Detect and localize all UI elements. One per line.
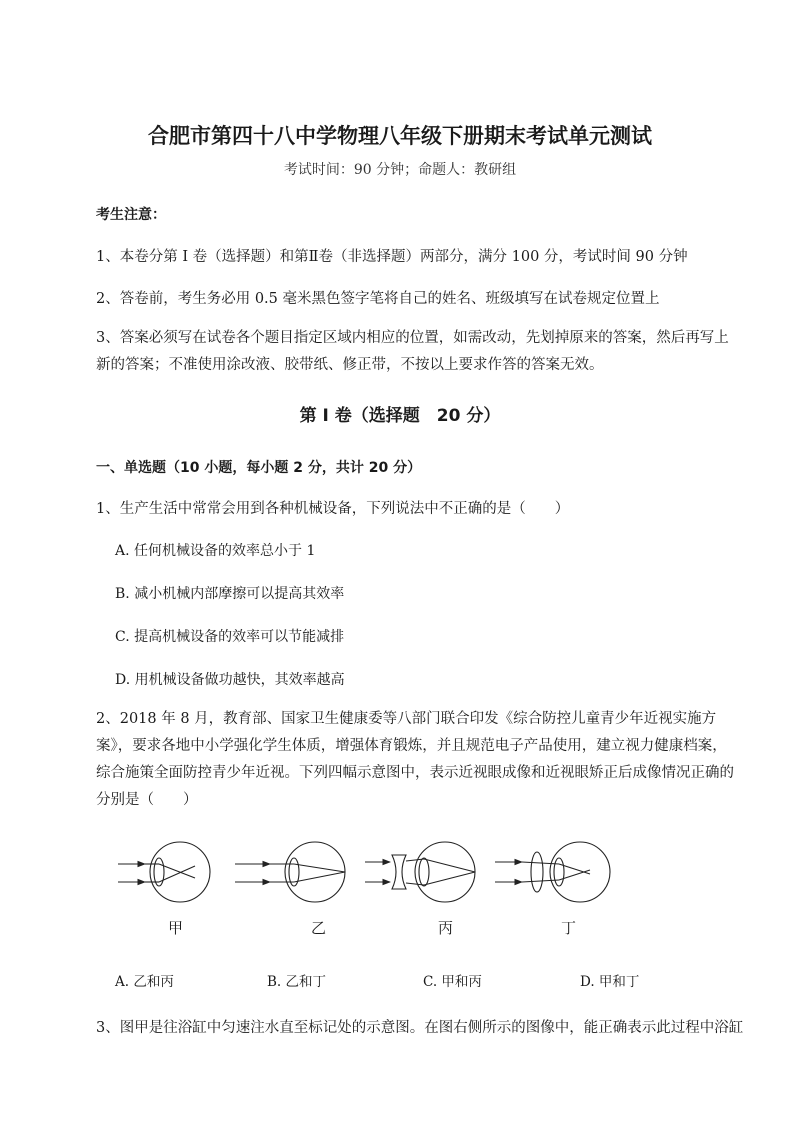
- eye-diagram-ding: [495, 842, 610, 902]
- question-1-option-a: A. 任何机械设备的效率总小于 1: [115, 543, 316, 559]
- notice-item-2: 2、答卷前，考生务必用 0.5 毫米黑色签字笔将自己的姓名、班级填写在试卷规定位置上: [96, 291, 660, 307]
- question-1-stem: 1、生产生活中常常会用到各种机械设备，下列说法中不正确的是（ ）: [96, 501, 570, 517]
- eye-diagram-jia: [118, 842, 210, 902]
- question-1-option-b: B. 减小机械内部摩擦可以提高其效率: [115, 586, 345, 602]
- eye-diagrams-figure: [110, 838, 620, 908]
- question-3-stem: 3、图甲是往浴缸中匀速注水直至标记处的示意图。在图右侧所示的图像中，能正确表示此过程中浴缸: [96, 1020, 744, 1036]
- question-2-option-d: D. 甲和丁: [580, 974, 640, 990]
- part-heading: 一、单选题（10 小题，每小题 2 分，共计 20 分）: [96, 460, 422, 476]
- notice-item-3: 3、答案必须写在试卷各个题目指定区域内相应的位置，如需改动，先划掉原来的答案，然后再写上新的答案；不准使用涂改液、胶带纸、修正带，不按以上要求作答的答案无效。: [96, 330, 729, 373]
- question-2-option-a: A. 乙和丙: [115, 974, 174, 990]
- figure-label-yi: 乙: [311, 919, 327, 937]
- question-1-option-c: C. 提高机械设备的效率可以节能减排: [115, 629, 345, 645]
- page-title: 合肥市第四十八中学物理八年级下册期末考试单元测试: [148, 124, 652, 148]
- figure-label-bing: 丙: [438, 919, 454, 937]
- question-2-option-b: B. 乙和丁: [267, 974, 327, 990]
- notice-heading: 考生注意：: [96, 207, 166, 223]
- eye-diagram-yi: [235, 842, 345, 902]
- question-2-stem: 2、2018 年 8 月，教育部、国家卫生健康委等八部门联合印发《综合防控儿童青少年近视实施方案》，要求各地中小学强化学生体质，增强体育锻炼，并且规范电子产品使用，建立视力健康档案，综合施策全面防控青少年近视。下列四幅示意图中，表示近视眼成像和近视眼矫正后成像情况正确的分别是（ ）: [96, 711, 734, 808]
- question-2-option-c: C. 甲和丙: [423, 974, 482, 990]
- notice-item-1: 1、本卷分第 I 卷（选择题）和第Ⅱ卷（非选择题）两部分，满分 100 分，考试时间 90 分钟: [96, 249, 688, 265]
- exam-info: 考试时间：90 分钟；命题人：教研组: [283, 162, 517, 178]
- figure-label-jia: 甲: [168, 919, 184, 937]
- section-title: 第 I 卷（选择题 20 分）: [299, 406, 501, 426]
- eye-diagram-bing: [365, 842, 475, 902]
- question-1-option-d: D. 用机械设备做功越快，其效率越高: [115, 672, 345, 688]
- figure-label-ding: 丁: [561, 919, 577, 937]
